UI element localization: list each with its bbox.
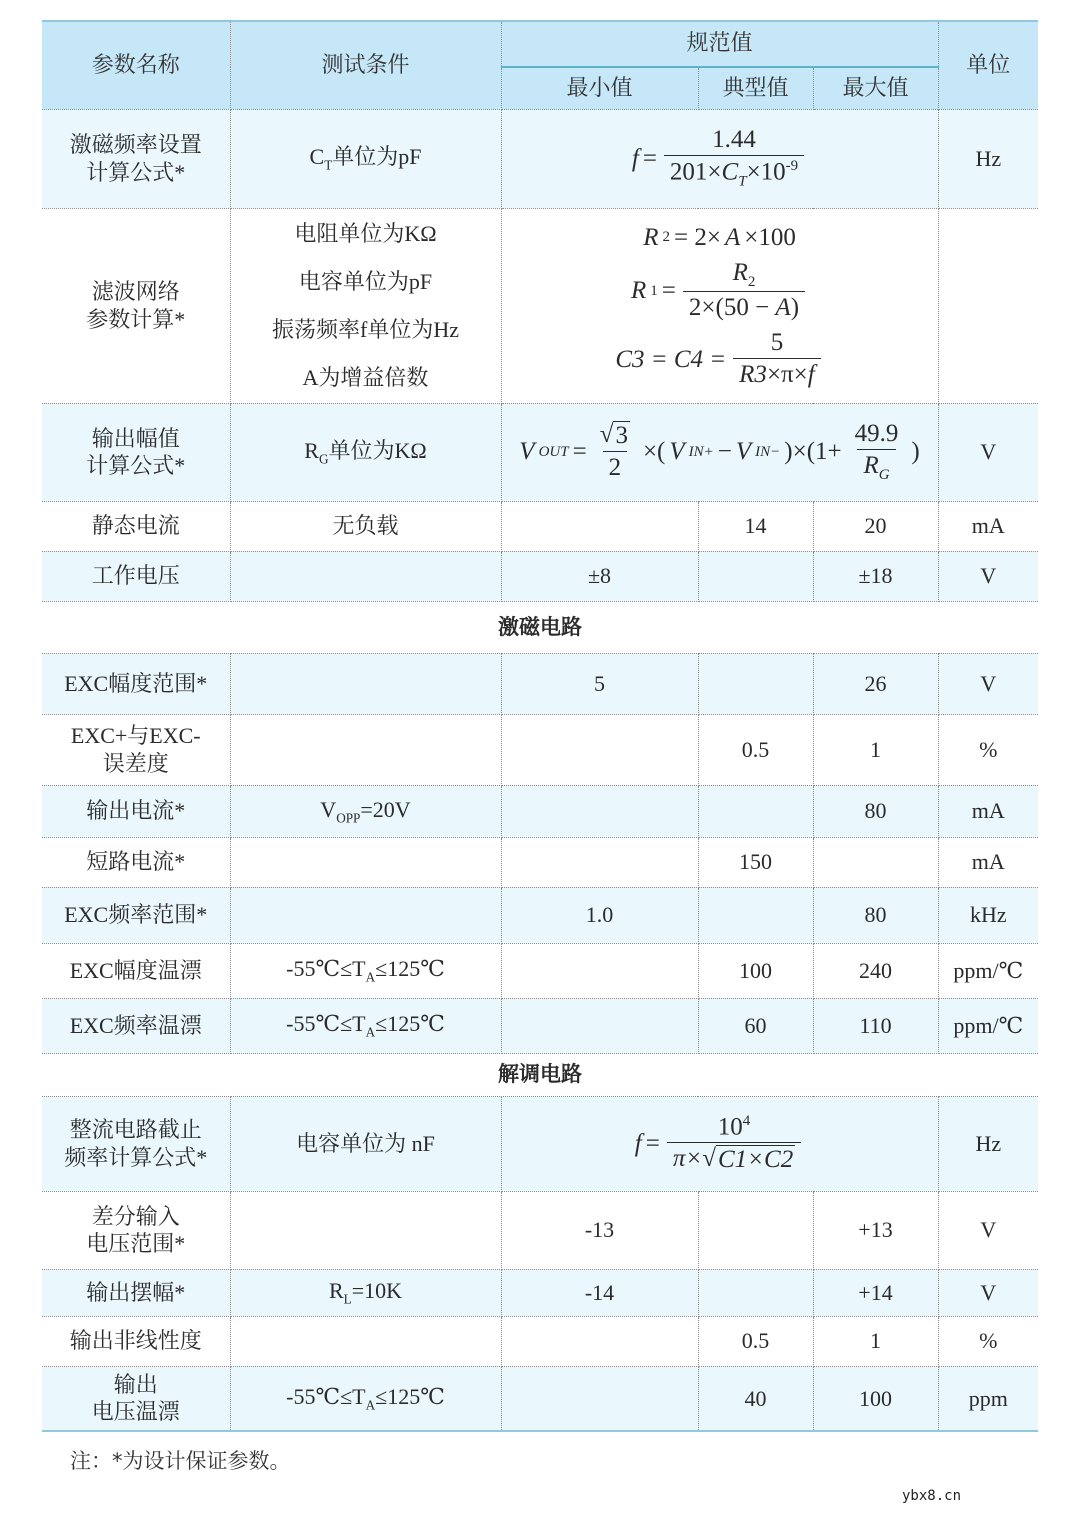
section-excitation-title: 激磁电路 — [42, 601, 1038, 653]
param-name: EXC频率范围* — [42, 887, 230, 943]
param-name: EXC+与EXC- 误差度 — [42, 714, 230, 785]
min-value: 5 — [501, 653, 698, 714]
min-value: -13 — [501, 1191, 698, 1269]
min-value — [501, 943, 698, 998]
min-value: ±8 — [501, 551, 698, 601]
spec-table — [42, 20, 1038, 1432]
param-name: 工作电压 — [42, 551, 230, 601]
max-value: 110 — [813, 998, 938, 1053]
table-row — [42, 943, 1038, 998]
section-demod-title: 解调电路 — [42, 1053, 1038, 1096]
header-max: 最大值 — [813, 67, 938, 109]
param-name: 输出非线性度 — [42, 1316, 230, 1366]
max-value — [813, 837, 938, 887]
table-row — [42, 208, 1038, 403]
max-value: 1 — [813, 714, 938, 785]
unit: V — [938, 1191, 1038, 1269]
typ-value: 0.5 — [698, 1316, 813, 1366]
header-min: 最小值 — [501, 67, 698, 109]
unit: % — [938, 1316, 1038, 1366]
unit: mA — [938, 785, 1038, 837]
typ-value: 60 — [698, 998, 813, 1053]
typ-value — [698, 785, 813, 837]
table-row — [42, 998, 1038, 1053]
table-row — [42, 501, 1038, 551]
typ-value — [698, 551, 813, 601]
test-condition: $-55℃\le T_A\le 125℃$ — [230, 998, 501, 1053]
table-row — [42, 1366, 1038, 1431]
max-value: 26 — [813, 653, 938, 714]
typ-value — [698, 1269, 813, 1316]
typ-value: 14 — [698, 501, 813, 551]
min-value — [501, 785, 698, 837]
test-condition — [230, 551, 501, 601]
min-value — [501, 714, 698, 785]
param-name: 输出摆幅* — [42, 1269, 230, 1316]
table-row — [42, 551, 1038, 601]
test-condition: $-55℃\le T_A\le 125℃$ — [230, 1366, 501, 1431]
test-condition: $-55℃\le T_A\le 125℃$ — [230, 943, 501, 998]
table-row — [42, 714, 1038, 785]
min-value: 1.0 — [501, 887, 698, 943]
table-row — [42, 653, 1038, 714]
test-condition — [230, 653, 501, 714]
formula-excitation-frequency: f = $\frac{1.44}{201\times C_T\times 10^{-9}}$ — [501, 109, 938, 208]
min-value: -14 — [501, 1269, 698, 1316]
test-condition: 无负载 — [230, 501, 501, 551]
max-value: 80 — [813, 887, 938, 943]
test-condition: 电阻单位为KΩ 电容单位为pF 振荡频率f单位为Hz A为增益倍数 — [230, 208, 501, 403]
min-value — [501, 501, 698, 551]
max-value: 240 — [813, 943, 938, 998]
formula-filter-network: R 2 = 2× A ×100 R 1 = $\frac{R_2}{2\times(50 - A)}$ C3 = C4 = $\frac{5}{R3\times\pi\times f}$ — [501, 208, 938, 403]
test-condition: $V_{OPP}=20V$ — [230, 785, 501, 837]
unit: ppm/℃ — [938, 943, 1038, 998]
param-name: EXC幅度范围* — [42, 653, 230, 714]
param-name: 输出幅值 计算公式* — [42, 403, 230, 501]
header-unit: 单位 — [938, 21, 1038, 109]
test-condition — [230, 887, 501, 943]
unit: Hz — [938, 1096, 1038, 1191]
table-row — [42, 1316, 1038, 1366]
table-row — [42, 109, 1038, 208]
min-value — [501, 1366, 698, 1431]
typ-value: 150 — [698, 837, 813, 887]
unit: mA — [938, 501, 1038, 551]
param-name: 整流电路截止 频率计算公式* — [42, 1096, 230, 1191]
param-name: 短路电流* — [42, 837, 230, 887]
table-row — [42, 837, 1038, 887]
table-row — [42, 887, 1038, 943]
test-condition: 电容单位为 nF — [230, 1096, 501, 1191]
param-name: 差分输入 电压范围* — [42, 1191, 230, 1269]
test-condition — [230, 1191, 501, 1269]
table-row — [42, 403, 1038, 501]
unit: % — [938, 714, 1038, 785]
unit: kHz — [938, 887, 1038, 943]
table-row — [42, 1191, 1038, 1269]
unit: mA — [938, 837, 1038, 887]
header-typ: 典型值 — [698, 67, 813, 109]
param-name: 滤波网络 参数计算* — [42, 208, 230, 403]
header-spec-value: 规范值 — [501, 21, 938, 67]
section-header-row — [42, 601, 1038, 653]
typ-value: 40 — [698, 1366, 813, 1431]
param-name: 输出 电压温漂 — [42, 1366, 230, 1431]
header-test-condition: 测试条件 — [230, 21, 501, 109]
test-condition — [230, 837, 501, 887]
max-value: +13 — [813, 1191, 938, 1269]
table-row — [42, 1269, 1038, 1316]
test-condition: $R_L=10K$ — [230, 1269, 501, 1316]
footnote: 注：*为设计保证参数。 — [70, 1449, 291, 1473]
typ-value — [698, 887, 813, 943]
typ-value: 100 — [698, 943, 813, 998]
max-value: 80 — [813, 785, 938, 837]
max-value: 100 — [813, 1366, 938, 1431]
min-value — [501, 837, 698, 887]
unit: V — [938, 403, 1038, 501]
unit: V — [938, 1269, 1038, 1316]
typ-value — [698, 653, 813, 714]
test-condition: $R_G$单位为KΩ — [230, 403, 501, 501]
test-condition — [230, 1316, 501, 1366]
unit: ppm/℃ — [938, 998, 1038, 1053]
param-name: 输出电流* — [42, 785, 230, 837]
header-param-name: 参数名称 — [42, 21, 230, 109]
min-value — [501, 998, 698, 1053]
max-value: ±18 — [813, 551, 938, 601]
param-name: 静态电流 — [42, 501, 230, 551]
typ-value — [698, 1191, 813, 1269]
section-header-row — [42, 1053, 1038, 1096]
unit: Hz — [938, 109, 1038, 208]
min-value — [501, 1316, 698, 1366]
max-value: 1 — [813, 1316, 938, 1366]
formula-output-amplitude: V OUT = √ 3 2 ×( V IN+ − V IN− )×(1+ $\frac{49.9}{R_G}$ ) — [501, 403, 938, 501]
typ-value: 0.5 — [698, 714, 813, 785]
watermark: ybx8.cn — [902, 1488, 962, 1504]
unit: V — [938, 551, 1038, 601]
unit — [938, 208, 1038, 403]
table-row — [42, 785, 1038, 837]
test-condition — [230, 714, 501, 785]
test-condition: $C_T$单位为pF — [230, 109, 501, 208]
max-value: +14 — [813, 1269, 938, 1316]
param-name: EXC频率温漂 — [42, 998, 230, 1053]
unit: ppm — [938, 1366, 1038, 1431]
param-name: 激磁频率设置 计算公式* — [42, 109, 230, 208]
param-name: EXC幅度温漂 — [42, 943, 230, 998]
table-row — [42, 1096, 1038, 1191]
unit: V — [938, 653, 1038, 714]
formula-rectifier-cutoff: f = $10^4$ π×√ C1×C2 — [501, 1096, 938, 1191]
max-value: 20 — [813, 501, 938, 551]
